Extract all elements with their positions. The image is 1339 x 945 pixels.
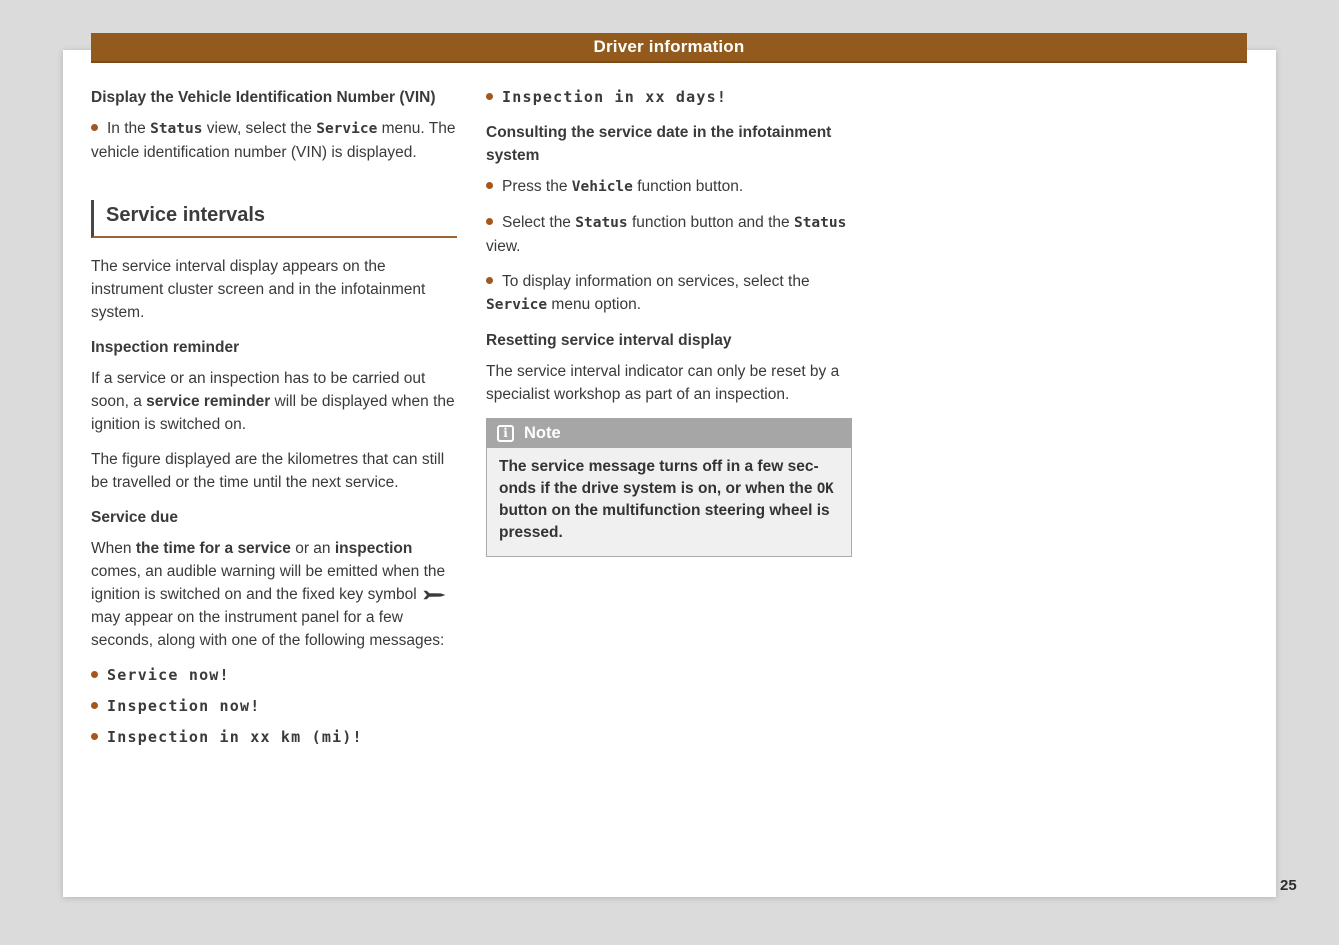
page-number: 25: [1280, 877, 1297, 894]
document-page: [63, 37, 1276, 897]
mono-text: Status: [793, 215, 847, 231]
mono-text: Vehicle: [571, 179, 633, 195]
text-run: menu. The vehicle identification number (VIN) is displayed.: [91, 120, 456, 161]
text-run: The service interval indicator can only be reset by a specialist workshop as part of an inspection.: [486, 363, 840, 403]
bullet-item: [91, 117, 457, 164]
text-columns: [91, 86, 1247, 757]
mono-text: Inspection now!: [107, 697, 261, 715]
paragraph: [91, 537, 457, 652]
text-run: comes, an audible warning will be emitted when the ignition is switched on and the fixed key symbol: [91, 563, 446, 603]
text-run: may appear on the instrument panel for a few seconds, along with one of the following messages:: [91, 609, 445, 649]
note-title: Note: [524, 423, 561, 442]
mono-text: Status: [150, 121, 203, 137]
text-run: Inspection reminder: [91, 339, 240, 356]
bullet-item: [486, 175, 852, 199]
bullet-icon: [91, 733, 98, 740]
left-column: [91, 86, 457, 757]
bullet-icon: [486, 218, 493, 225]
subsection-heading: [486, 329, 852, 352]
subsection-heading: [486, 121, 852, 167]
text-run: function button and the: [627, 214, 794, 231]
text-run: view, select the: [202, 120, 317, 137]
text-run: function button.: [632, 178, 744, 195]
text-run: menu option.: [547, 296, 642, 313]
bullet-icon: [91, 671, 98, 678]
chapter-title: Driver information: [593, 37, 745, 56]
paragraph: [91, 367, 457, 436]
text-run: To display information on services, select the: [502, 273, 810, 290]
mono-text: Service now!: [107, 666, 230, 684]
text-run: When: [91, 540, 136, 557]
subsection-heading: [91, 506, 457, 529]
paragraph: [91, 448, 457, 494]
text-run: Select the: [502, 214, 576, 231]
text-run: Consulting the service date in the infotainment system: [486, 124, 832, 164]
bullet-item: [91, 726, 457, 749]
text-run: Service due: [91, 509, 179, 526]
text-run: or an: [290, 540, 335, 557]
section-heading: Service intervals: [91, 200, 457, 238]
bold-text: service reminder: [146, 393, 271, 410]
bullet-icon: [91, 124, 98, 131]
subsection-heading: [91, 86, 457, 109]
text-run: Display the Vehicle Identification Number (VIN): [91, 89, 436, 106]
note-header: [486, 418, 852, 448]
subsection-heading: [91, 336, 457, 359]
text-run: The service message turns off in a few seconds if the drive system is on, or when the: [499, 458, 819, 497]
bullet-item: [486, 270, 852, 317]
bullet-icon: [91, 702, 98, 709]
bullet-item: [486, 86, 852, 109]
text-run: Press the: [502, 178, 572, 195]
wrench-icon: [423, 590, 446, 600]
paragraph: [486, 360, 852, 406]
paragraph: [91, 255, 457, 324]
bullet-icon: [486, 182, 493, 189]
bullet-item: [486, 211, 852, 258]
bullet-item: [91, 664, 457, 687]
text-run: Resetting service interval display: [486, 332, 732, 349]
text-run: The service interval display appears on the instrument cluster screen and in the infotainment system.: [91, 258, 426, 321]
bullet-icon: [486, 93, 493, 100]
text-run: If a service or an inspection has to be carried out soon, a: [91, 370, 426, 410]
info-icon: i: [497, 425, 514, 442]
text-run: button on the multifunction steering wheel is pressed.: [499, 502, 830, 541]
bold-text: inspection: [334, 540, 413, 557]
mono-text: Status: [575, 215, 628, 231]
mono-text: Service: [316, 121, 378, 137]
mono-text: OK: [816, 481, 834, 497]
chapter-header-bar: [91, 33, 1247, 63]
text-run: In the: [107, 120, 151, 137]
bold-text: the time for a service: [135, 540, 291, 557]
note-box: [486, 418, 852, 557]
bullet-icon: [486, 277, 493, 284]
mono-text: Service: [486, 297, 548, 313]
text-run: will be displayed when the ignition is switched on.: [91, 393, 455, 433]
bullet-item: [91, 695, 457, 718]
right-column: [486, 86, 852, 557]
text-run: view.: [486, 238, 521, 255]
text-run: The figure displayed are the kilometres that can still be travelled or the time until the next service.: [91, 451, 445, 491]
mono-text: Inspection in xx km (mi)!: [107, 728, 363, 746]
note-text: [487, 447, 851, 556]
mono-text: Inspection in xx days!: [502, 88, 728, 106]
